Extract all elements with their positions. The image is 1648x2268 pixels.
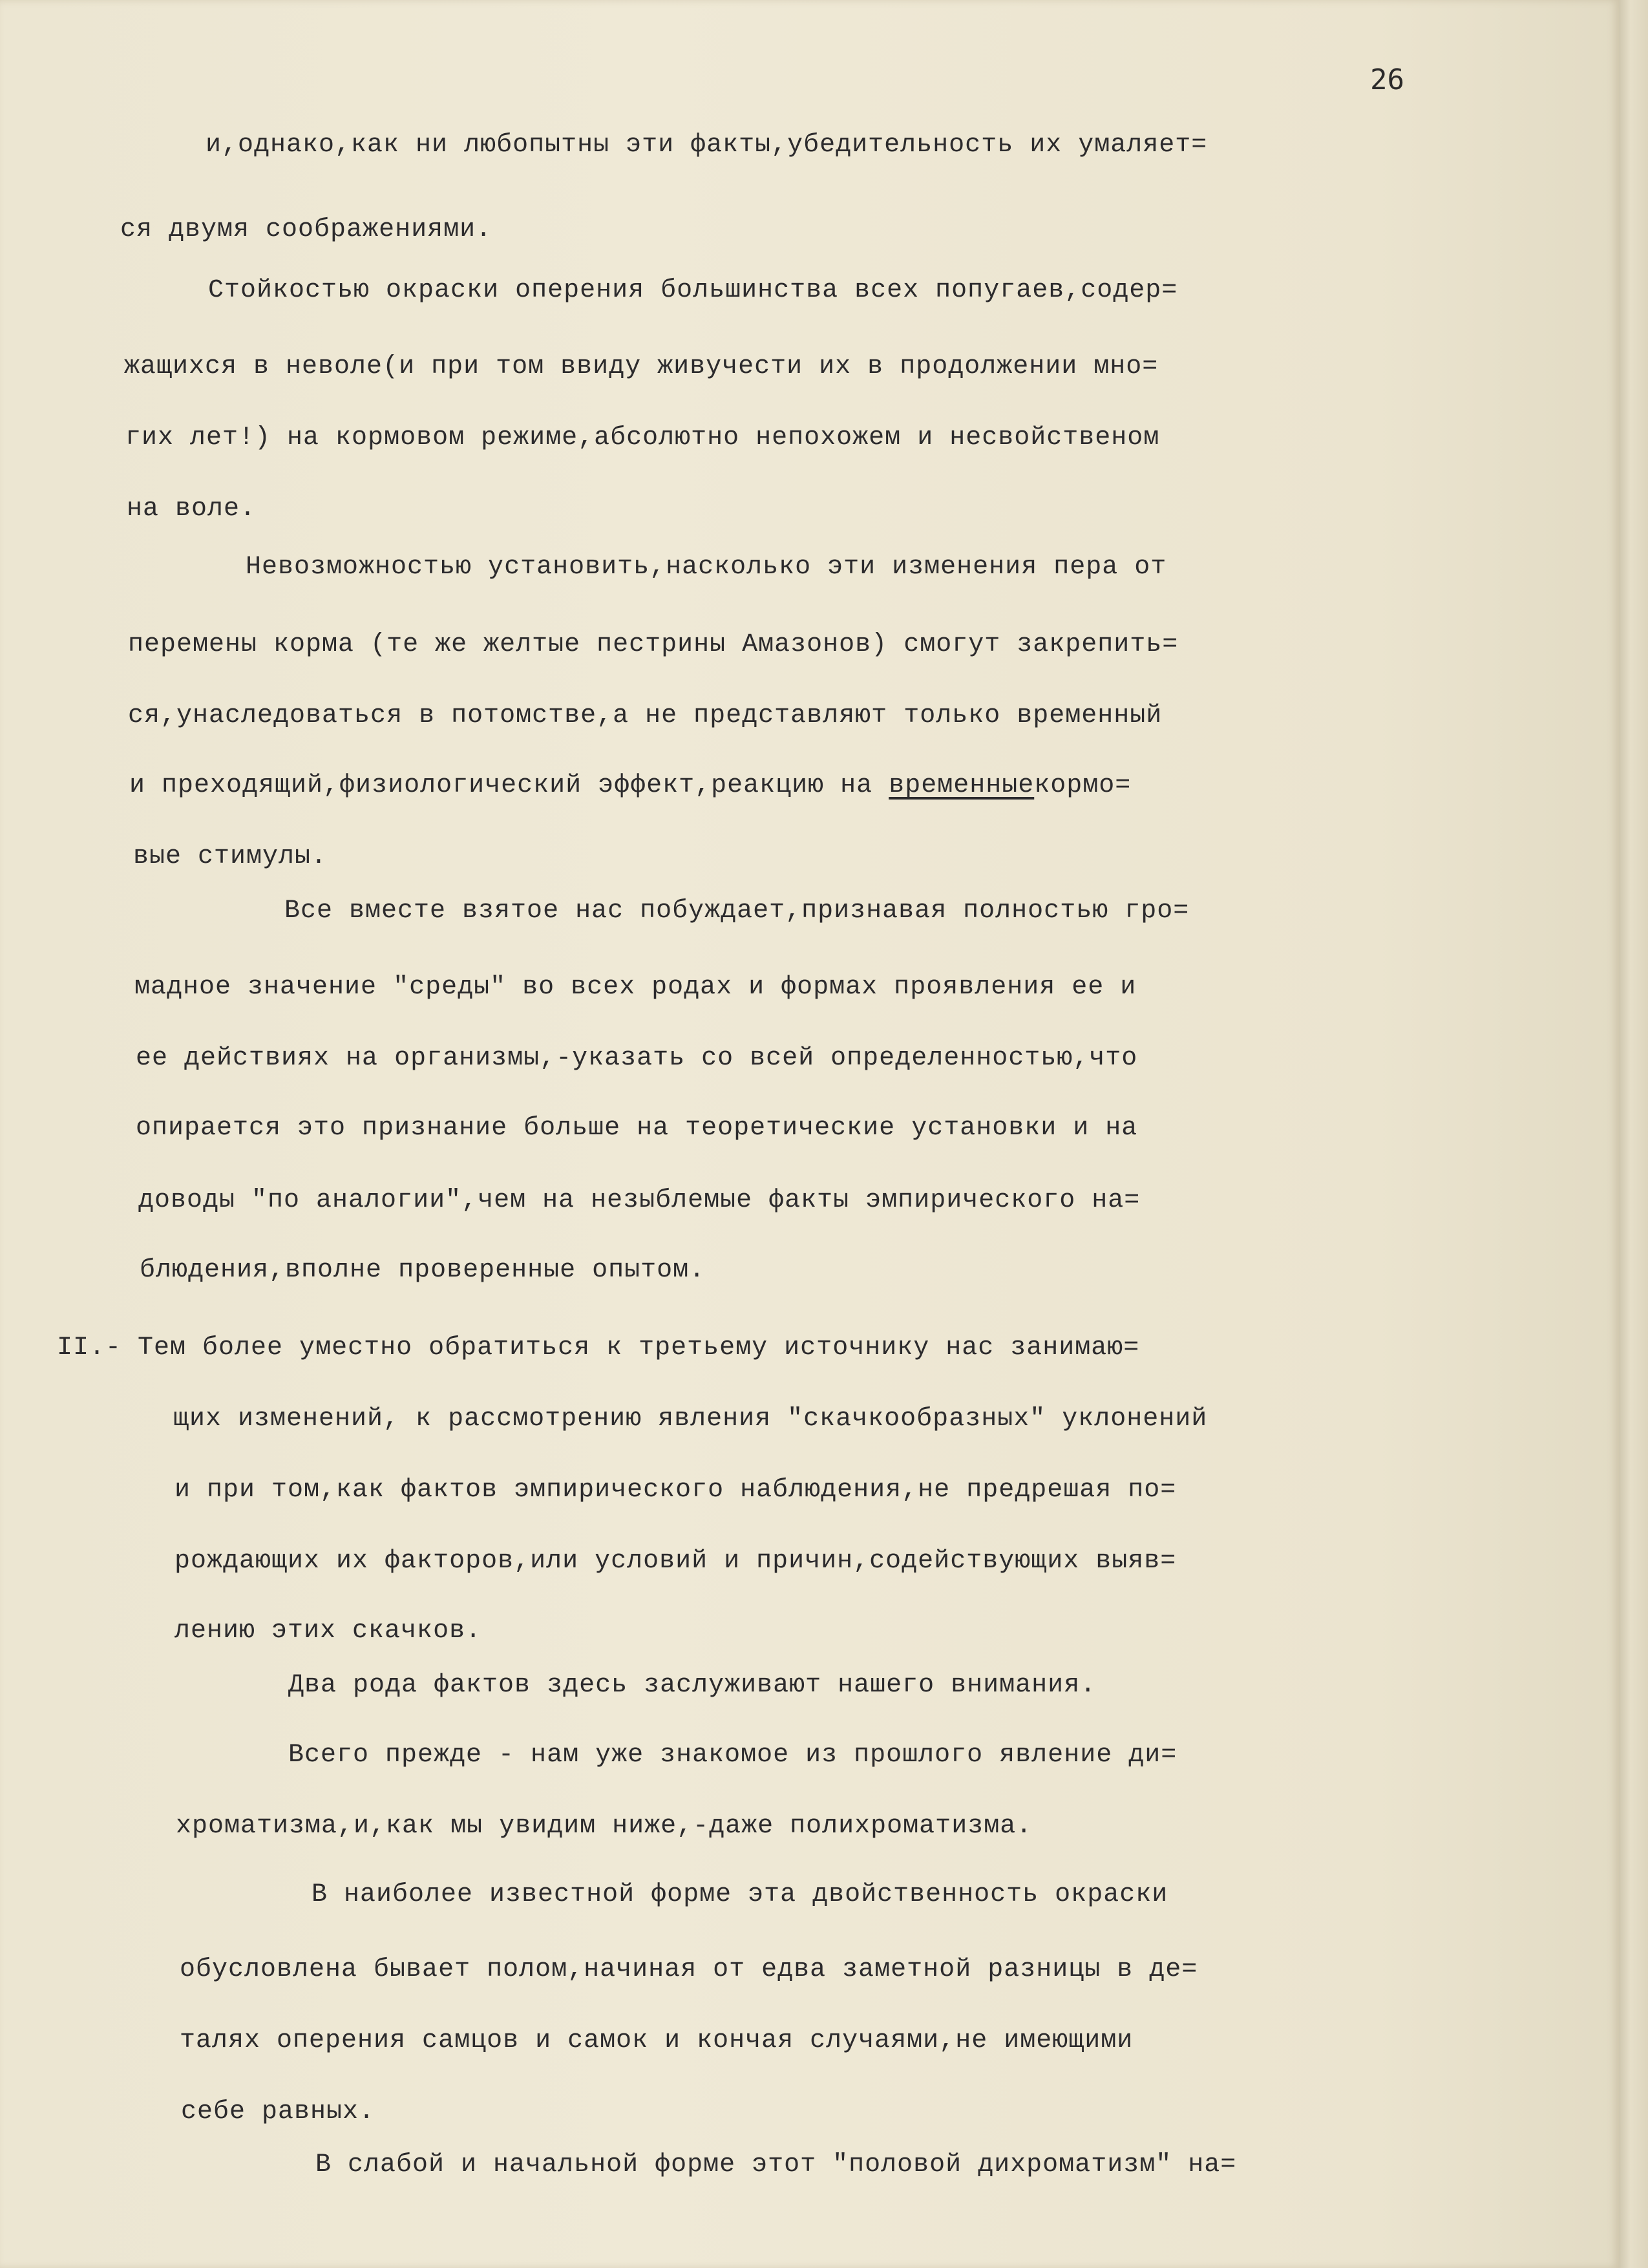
text-line: блюдения,вполне проверенные опытом. bbox=[140, 1256, 706, 1285]
text-line: В наиболее известной форме эта двойственность окраски bbox=[312, 1880, 1168, 1909]
text-line: жащихся в неволе(и при том ввиду живучести их в продолжении мно= bbox=[124, 352, 1159, 381]
text-line: щих изменений, к рассмотрению явления "скачкообразных" уклонений bbox=[173, 1404, 1208, 1434]
text-line: лению этих скачков. bbox=[174, 1616, 482, 1646]
paper-edge bbox=[1619, 0, 1648, 2268]
text-line: Невозможностью установить,насколько эти изменения пера от bbox=[246, 553, 1167, 582]
text-line: доводы "по аналогии",чем на незыблемые факты эмпирического на= bbox=[138, 1186, 1141, 1215]
text-line: себе равных. bbox=[181, 2097, 375, 2126]
underlined-word: временные bbox=[889, 771, 1035, 800]
text-line: Всего прежде - нам уже знакомое из прошлого явление ди= bbox=[288, 1741, 1178, 1770]
text-line: обусловлена бывает полом,начиная от едва заметной разницы в де= bbox=[180, 1955, 1198, 1984]
text-line: на воле. bbox=[127, 494, 257, 524]
text-segment: кормо= bbox=[1034, 771, 1132, 800]
text-line: Стойкостью окраски оперения большинства всех попугаев,содер= bbox=[208, 276, 1178, 305]
text-line: вые стимулы. bbox=[133, 842, 328, 871]
text-line: ся,унаследоваться в потомстве,а не представляют только временный bbox=[128, 701, 1163, 730]
text-line: В слабой и начальной форме этот "половой дихроматизм" на= bbox=[315, 2150, 1237, 2179]
page-number: 26 bbox=[1370, 63, 1404, 96]
text-line: хроматизма,и,как мы увидим ниже,-даже полихроматизма. bbox=[176, 1812, 1033, 1841]
text-line: гих лет!) на кормовом режиме,абсолютно непохожем и несвойственом bbox=[125, 423, 1160, 452]
text-segment: и преходящий,физиологический эффект,реакцию на bbox=[129, 771, 889, 800]
text-line: талях оперения самцов и самок и кончая случаями,не имеющими bbox=[180, 2026, 1134, 2055]
text-line: и,однако,как ни любопытны эти факты,убедительность их умаляет= bbox=[206, 131, 1208, 160]
text-line bbox=[129, 773, 1131, 799]
text-line: и при том,как фактов эмпирического наблюдения,не предрешая по= bbox=[174, 1476, 1177, 1505]
text-line: Все вместе взятое нас побуждает,признавая полностью гро= bbox=[284, 896, 1190, 926]
text-line: рождающих их факторов,или условий и причин,содействующих выяв= bbox=[174, 1547, 1177, 1576]
text-line: II.- Тем более уместно обратиться к третьему источнику нас занимаю= bbox=[57, 1333, 1140, 1362]
text-line: опирается это признание больше на теоретические установки и на bbox=[136, 1114, 1138, 1143]
text-line: мадное значение "среды" во всех родах и формах проявления ее и bbox=[134, 973, 1137, 1002]
text-line: ся двумя соображениями. bbox=[120, 215, 492, 244]
text-line: перемены корма (те же желтые пестрины Амазонов) смогут закрепить= bbox=[128, 630, 1179, 659]
text-line: ее действиях на организмы,-указать со всей определенностью,что bbox=[136, 1044, 1138, 1073]
text-line: Два рода фактов здесь заслуживают нашего внимания. bbox=[288, 1671, 1097, 1700]
